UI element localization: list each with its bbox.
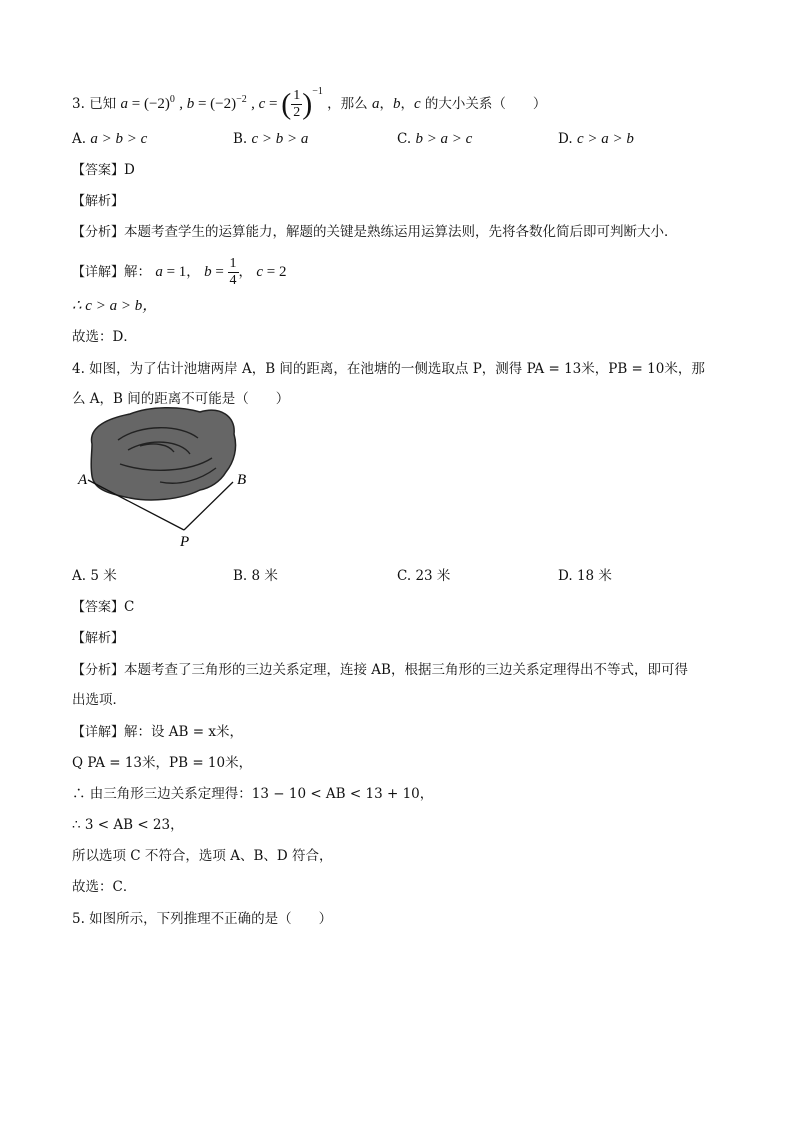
q3-fenxi: 【分析】本题考查学生的运算能力，解题的关键是熟练运用运算法则，先将各数化简后即可判断大小． [72,224,678,240]
q3-number: 3. [72,96,85,112]
q4-option-d: D. 18 米 [558,568,612,584]
q3-var-a: a [371,96,380,112]
q3-known-text: 已知 [89,96,117,112]
q3-then-text: ，那么 [327,96,368,112]
label-p: P [180,534,190,550]
q3-var-b: b [392,96,401,112]
q3-relation-text: 的大小关系（ ） [424,96,547,112]
q3-option-c: C. b > a > c [397,131,473,147]
q3-conclusion: ∴ c > a > b， [72,298,158,314]
q4-analysis-tag: 【解析】 [72,631,125,646]
q4-stem-line2: 么 A，B 间的距离不可能是（ ） [72,391,290,407]
q4-option-b: B. 8 米 [233,568,278,584]
q3-option-a: A. a > b > c [72,131,148,147]
q3-var-c: c [413,96,421,112]
q3-option-b: B. c > b > a [233,131,309,147]
q4-step1: Q PA = 13米，PB = 10米， [72,755,253,771]
q3-expr-b: , $b = (-2)^{-2}$ [179,94,247,112]
q3-analysis-tag: 【解析】 [72,194,125,209]
pond-figure [70,402,270,552]
q4-step2: ∴ 由三角形三边关系定理得：13 − 10 < AB < 13 + 10， [72,786,434,802]
q4-fenxi-line2: 出选项． [72,692,126,708]
q5-stem: 5. 如图所示，下列推理不正确的是（ ） [72,911,333,927]
q4-choose: 故选：C． [72,879,137,895]
q4-step4: 所以选项 C 不符合，选项 A、B、D 符合， [72,848,333,864]
q4-fenxi-line1: 【分析】本题考查了三角形的三边关系定理，连接 AB，根据三角形的三边关系定理得出不等式，即可得 [72,662,688,678]
label-b: B [237,472,247,488]
q4-answer: 【答案】C [72,599,135,615]
q4-option-a: A. 5 米 [72,568,117,584]
q4-option-c: C. 23 米 [397,568,451,584]
q3-stem: 3. 已知 $a = (-2)^0$ , $b = (-2)^{-2}$ , c = ( $\frac{1}{2}$ )$^{-1}$ ，那么 a，b，c 的大小关系（ ） [72,86,547,121]
q3-expr-a: $a = (-2)^0$ [120,94,175,112]
q4-detail: 【详解】解：设 AB = x米， [72,724,243,740]
q3-choose: 故选：D． [72,329,137,345]
q4-stem-line1: 4. 如图，为了估计池塘两岸 A，B 间的距离，在池塘的一侧选取点 P，测得 PA = 13米，PB = 10米，那 [72,361,705,377]
label-a: A [78,472,88,488]
q3-option-d: D. c > a > b [558,131,634,147]
q3-expr-c: , c = ( $\frac{1}{2}$ )$^{-1}$ [251,86,323,121]
q4-step3: ∴ 3 < AB < 23， [72,817,184,833]
q3-detail: 【详解】解： a = 1， b = $\frac{1}{4}$ ， c = 2 [72,256,287,288]
q3-answer: 【答案】D [72,162,135,178]
pond-shape [91,408,235,500]
